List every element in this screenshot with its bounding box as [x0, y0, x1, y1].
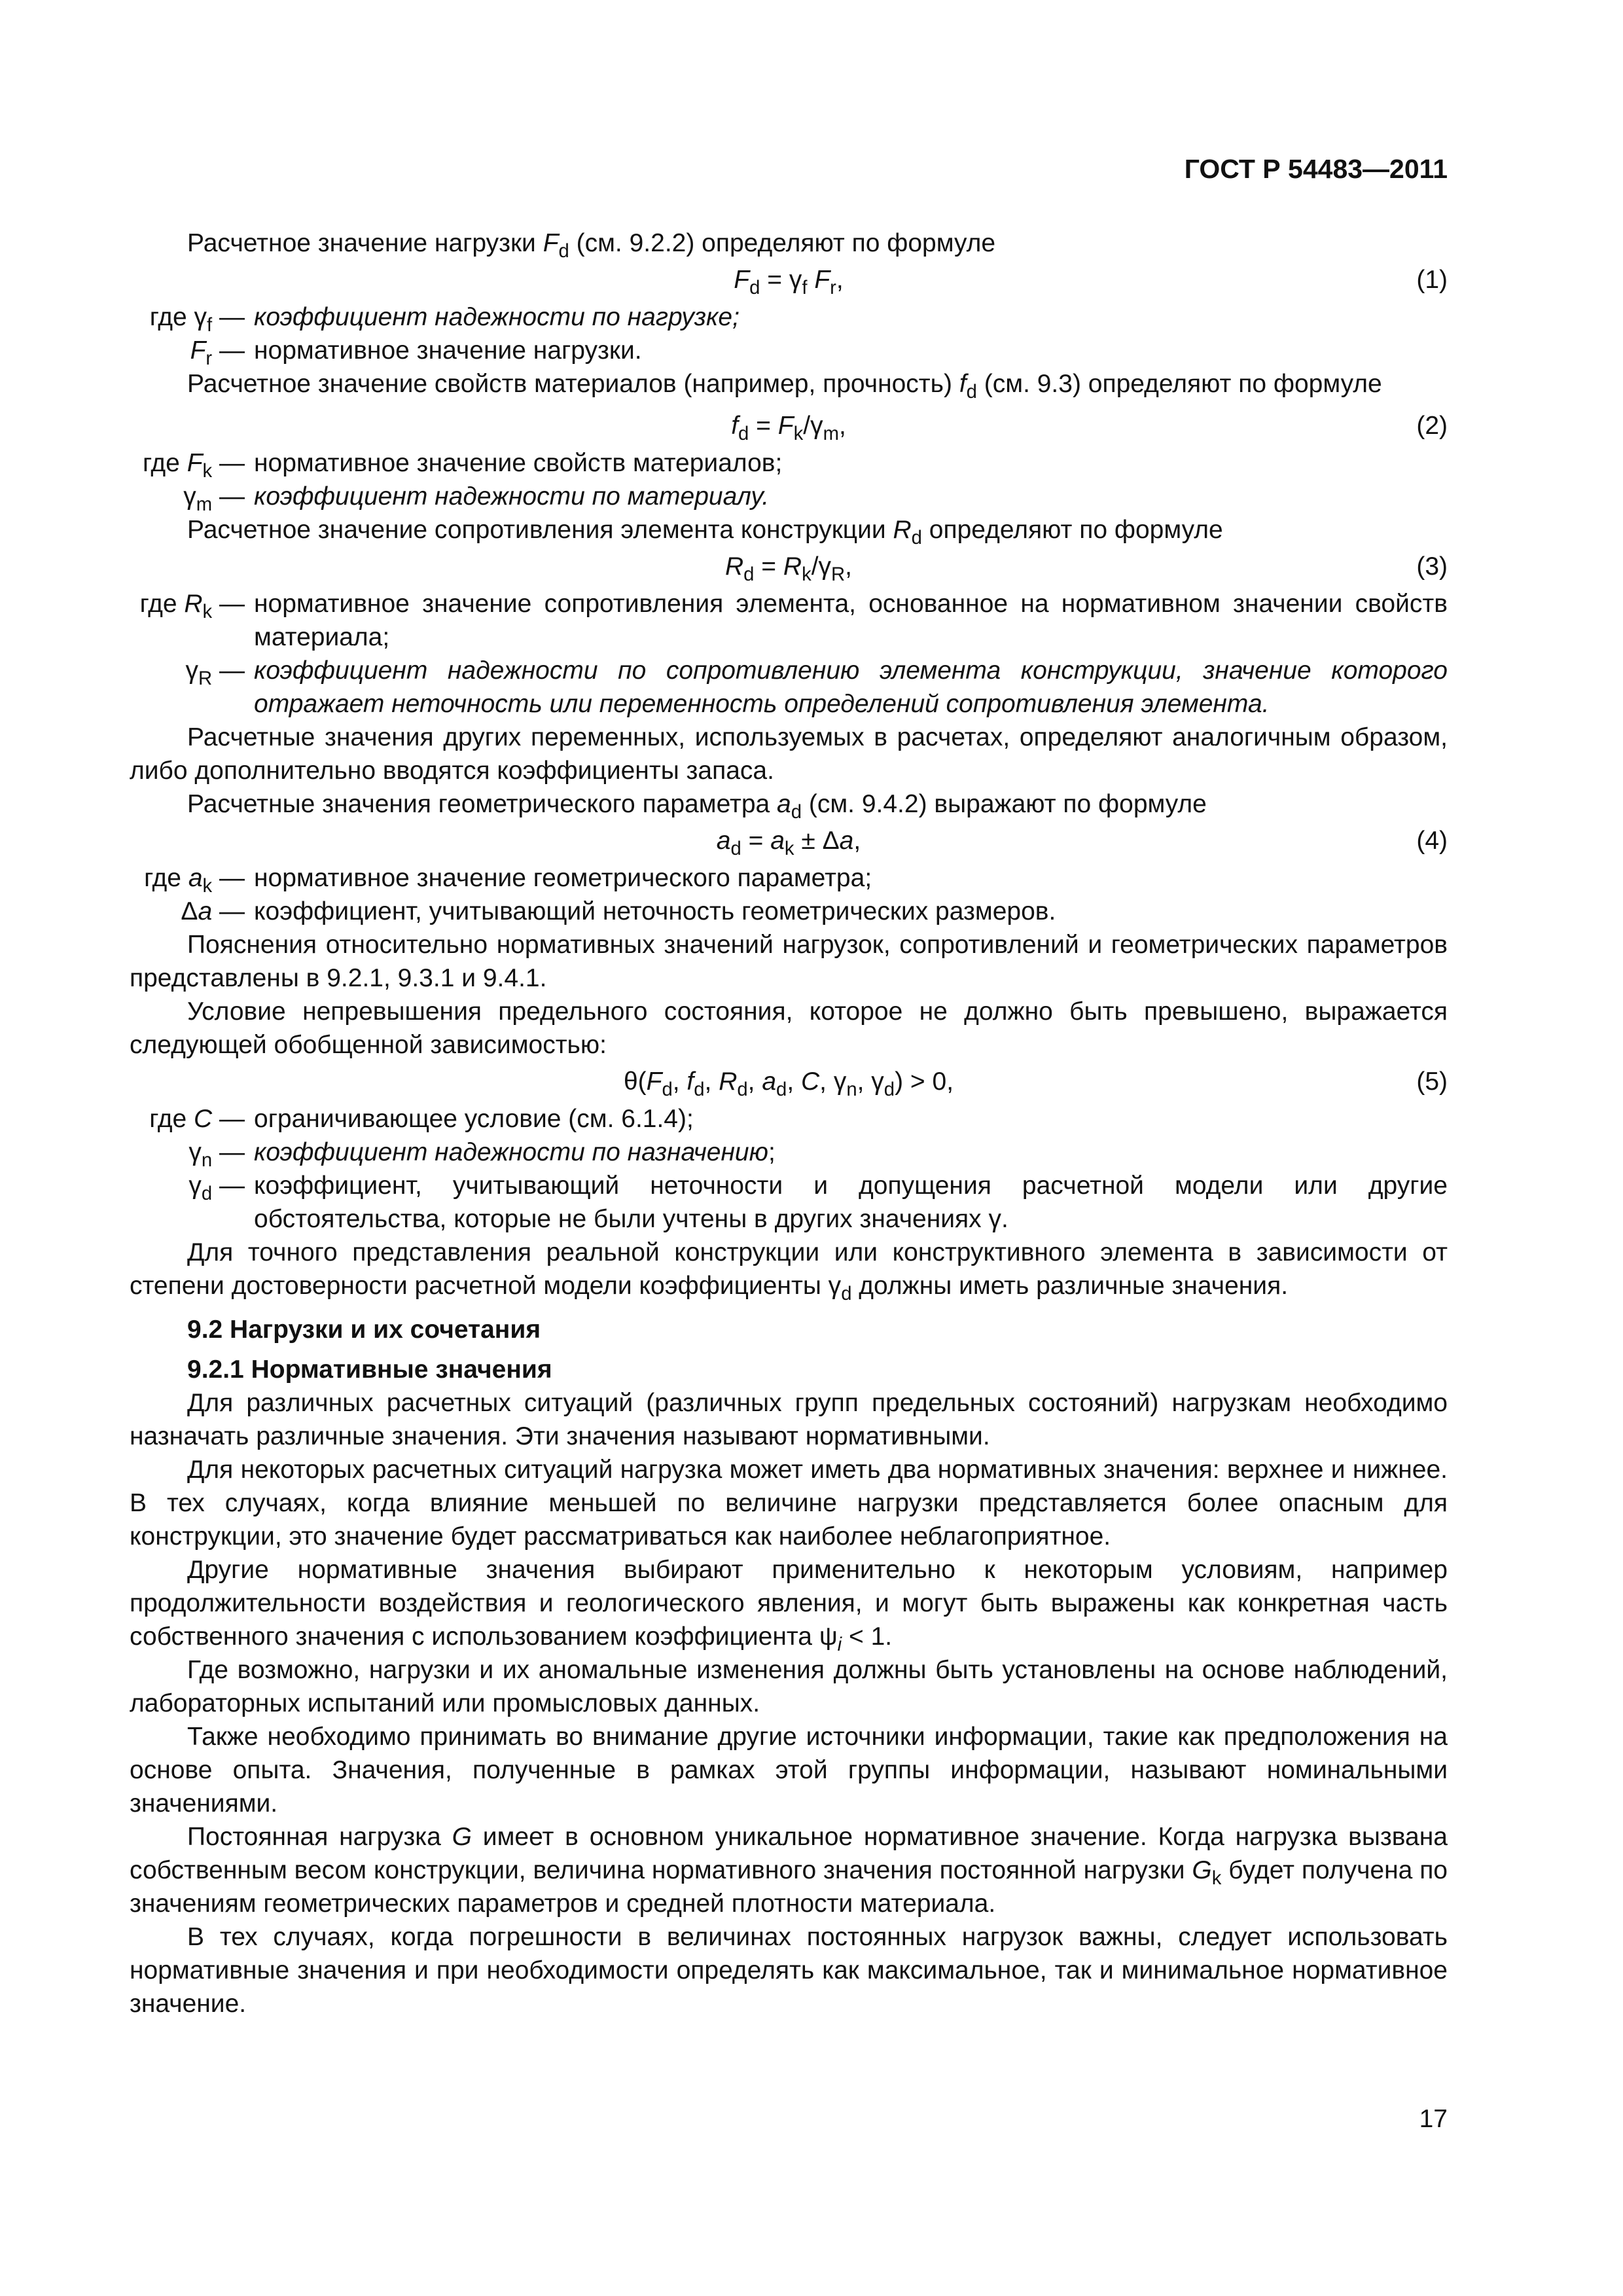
definition-row — [130, 1136, 1448, 1169]
definition-row — [130, 861, 1448, 895]
definition-symbol: Δa — — [181, 897, 245, 925]
paragraph: Где возможно, нагрузки и их аномальные изменения должны быть установлены на основе наблюдений, лабораторных испытаний или промысловых данных. — [130, 1656, 1448, 1717]
definition-text: коэффициент, учитывающий неточности и допущения расчетной модели или другие обстоятельства, которые не были учтены в других значениях γ. — [254, 1172, 1448, 1233]
formula-1 — [130, 260, 1448, 300]
page-number: 17 — [1419, 2105, 1448, 2133]
definition-row — [130, 1169, 1448, 1236]
formula-number: (3) — [1416, 552, 1448, 581]
definition-symbol: где $R_k$ — — [139, 590, 245, 622]
formula-number: (5) — [1416, 1067, 1448, 1096]
paragraph: Для некоторых расчетных ситуаций нагрузка может иметь два нормативных значения: верхнее и нижнее. В тех случаях, когда влияние меньшей по величине нагрузки представляется более опасным для конструкции, это значение будет рассматриваться как наиболее неблагоприятное. — [130, 1456, 1448, 1551]
formula-expression: $F_d = \gamma_f$ $F_r$, — [734, 266, 844, 298]
section-heading: 9.2 Нагрузки и их сочетания — [187, 1316, 541, 1344]
formula-4 — [130, 821, 1448, 861]
paragraph: Условие непревышения предельного состояния, которое не должно быть превышено, выражается следующей обобщенной зависимостью: — [130, 997, 1448, 1059]
formula-number: (1) — [1416, 266, 1448, 294]
definition-symbol: где $F_k$ — — [142, 449, 245, 482]
formula-number: (2) — [1416, 412, 1448, 440]
definition-symbol: где C — — [149, 1105, 245, 1133]
definition-text: нормативное значение нагрузки. — [254, 336, 642, 365]
definition-text: коэффициент, учитывающий неточность геометрических размеров. — [254, 897, 1056, 925]
formula-expression: $f_d = F_k/\gamma_m$, — [731, 412, 846, 444]
formula-5 — [130, 1062, 1448, 1102]
paragraph: Пояснения относительно нормативных значений нагрузок, сопротивлений и геометрических параметров представлены в 9.2.1, 9.3.1 и 9.4.1. — [130, 931, 1448, 992]
document-id: ГОСТ Р 54483—2011 — [1184, 154, 1448, 184]
definition-text: коэффициент надежности по нагрузке; — [254, 303, 740, 331]
definition-row — [130, 446, 1448, 480]
definition-row — [130, 480, 1448, 513]
formula-expression: $a_d = a_k \pm \Delta a$, — [716, 827, 861, 859]
paragraph: Расчетные значения других переменных, используемых в расчетах, определяют аналогичным образом, либо дополнительно вводятся коэффициенты запаса. — [130, 723, 1448, 785]
page-body — [130, 226, 1448, 2020]
definition-text: нормативное значение свойств материалов; — [254, 449, 783, 477]
definition-row — [130, 334, 1448, 367]
formula-expression: $R_d = R_k/\gamma_R$, — [724, 552, 852, 585]
definition-row — [130, 300, 1448, 334]
definition-text: нормативное значение геометрического параметра; — [254, 864, 872, 892]
subsection-heading: 9.2.1 Нормативные значения — [187, 1355, 552, 1384]
definition-row — [130, 654, 1448, 721]
paragraph: Для точного представления реальной конструкции или конструктивного элемента в зависимости от степени достоверности расчетной модели коэффициенты $\gamma_d$ должны иметь различные значения. — [130, 1238, 1448, 1304]
paragraph: Расчетное значение сопротивления элемента конструкции $R_d$ определяют по формуле — [187, 516, 1223, 548]
paragraph: Другие нормативные значения выбирают применительно к некоторым условиям, например продолжительности воздействия и геологического явления, и могут быть выражены как конкретная часть собственного значения с использованием коэффициента $\psi_i < 1$. — [130, 1556, 1448, 1655]
definition-text: нормативное значение сопротивления элемента, основанное на нормативном значении свойств материала; — [254, 590, 1448, 651]
definition-text: коэффициент надежности по сопротивлению элемента конструкции, значение которого отражает неточность или переменность определений сопротивления элемента. — [254, 656, 1448, 718]
definition-text: ограничивающее условие (см. 6.1.4); — [254, 1105, 694, 1133]
definition-symbol: $\gamma_d$ — — [188, 1172, 245, 1204]
paragraph: Расчетные значения геометрического параметра $a_d$ (см. 9.4.2) выражают по формуле — [187, 790, 1207, 823]
definition-symbol: где $a_k$ — — [144, 864, 245, 897]
definition-text: коэффициент надежности по назначению; — [254, 1138, 776, 1166]
paragraph: Постоянная нагрузка G имеет в основном уникальное нормативное значение. Когда нагрузка вызвана собственным весом конструкции, величина нормативного значения постоянной нагрузки $G_k$ будет получена по значениям геометрических параметров и средней плотности материала. — [130, 1823, 1448, 1918]
formula-number: (4) — [1416, 827, 1448, 855]
formula-2 — [130, 406, 1448, 446]
formula-expression: $\theta(F_d$, $f_d$, $R_d$, $a_d$, C, $\gamma_n$, $\gamma_d) > 0$, — [623, 1067, 954, 1100]
definition-symbol: $F_r$ — — [190, 336, 245, 369]
paragraph: Расчетное значение свойств материалов (например, прочность) $f_d$ (см. 9.3) определяют по формуле — [187, 370, 1382, 403]
paragraph: В тех случаях, когда погрешности в величинах постоянных нагрузок важны, следует использовать нормативные значения и при необходимости определять как максимальное, так и минимальное нормативное значение. — [130, 1923, 1448, 2018]
definition-symbol: $\gamma_R$ — — [185, 656, 245, 689]
formula-3 — [130, 547, 1448, 587]
paragraph: Расчетное значение нагрузки $F_d$ (см. 9.2.2) определяют по формуле — [187, 229, 996, 262]
definition-symbol: $\gamma_n$ — — [188, 1138, 245, 1171]
definition-row — [130, 1102, 1448, 1136]
paragraph: Также необходимо принимать во внимание другие источники информации, такие как предположения на основе опыта. Значения, полученные в рамках этой группы информации, называют номинальными значениями. — [130, 1723, 1448, 1818]
definition-text: коэффициент надежности по материалу. — [254, 482, 770, 511]
paragraph: Для различных расчетных ситуаций (различных групп предельных состояний) нагрузкам необходимо назначать различные значения. Эти значения называют нормативными. — [130, 1389, 1448, 1450]
definition-symbol: $\gamma_m$ — — [183, 482, 245, 515]
definition-row — [130, 587, 1448, 654]
definition-row — [130, 895, 1448, 928]
definition-symbol: где $\gamma_f$ — — [149, 303, 245, 336]
